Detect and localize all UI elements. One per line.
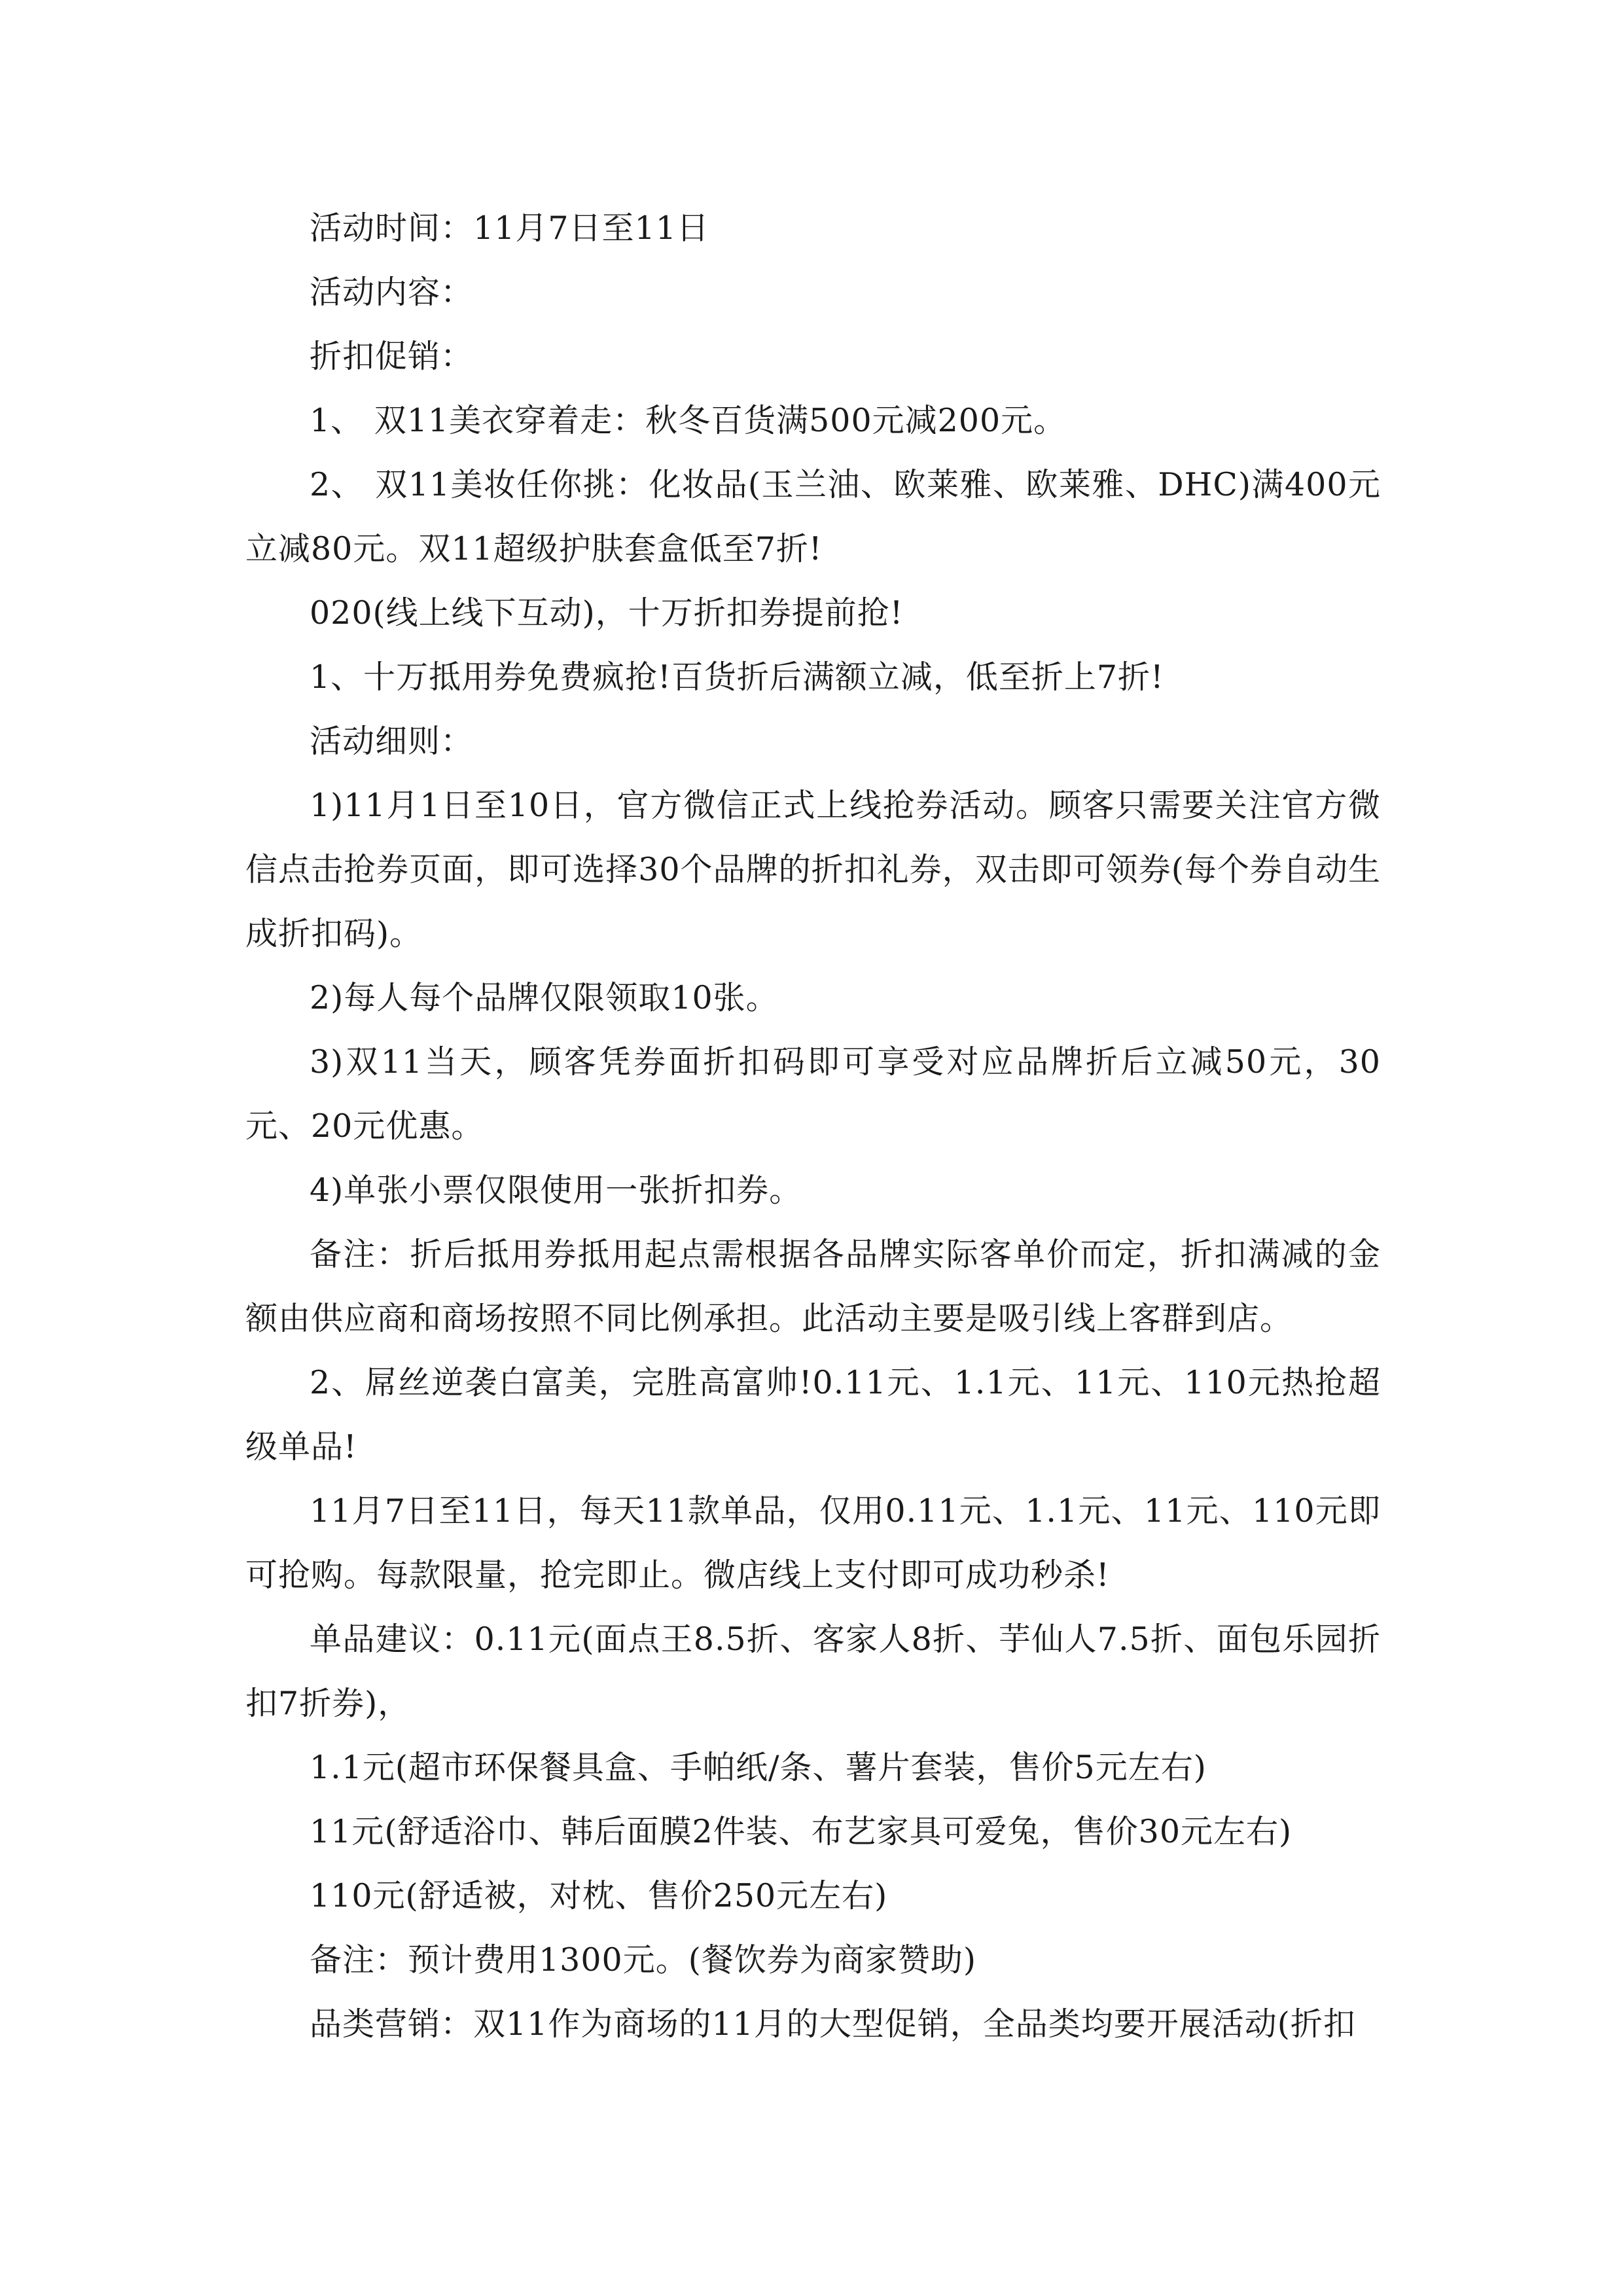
paragraph-price-1-1: 1.1元(超市环保餐具盒、手帕纸/条、薯片套装，售价5元左右) xyxy=(310,1749,1207,1786)
paragraph-item-cosmetics: 2、 双11美妆任你挑：化妆品(玉兰油、欧莱雅、欧莱雅、DHC)满400元立减80元。双11超级护肤套盒低至7折! xyxy=(245,466,1381,567)
paragraph-activity-content: 活动内容： xyxy=(310,274,474,311)
paragraph-rule-3: 3)双11当天，顾客凭券面折扣码即可享受对应品牌折后立减50元，30元、20元优惠。 xyxy=(245,1043,1381,1145)
paragraph-rules-heading: 活动细则： xyxy=(310,723,474,760)
paragraph-suggestion: 单品建议：0.11元(面点王8.5折、客家人8折、芋仙人7.5折、面包乐园折扣7折券)， xyxy=(245,1621,1381,1722)
paragraph-item-clothing: 1、 双11美衣穿着走：秋冬百货满500元减200元。 xyxy=(310,402,1067,439)
paragraph-note-2: 备注：预计费用1300元。(餐饮券为商家赞助) xyxy=(310,1941,976,1979)
paragraph-flash-sale-detail: 11月7日至11日，每天11款单品，仅用0.11元、1.1元、11元、110元即可抢购。每款限量，抢完即止。微店线上支付即可成功秒杀! xyxy=(245,1492,1381,1594)
paragraph-activity-time: 活动时间：11月7日至11日 xyxy=(310,209,709,247)
paragraph-coupon-grab: 1、十万抵用券免费疯抢!百货折后满额立减，低至折上7折! xyxy=(310,658,1164,696)
paragraph-discount-heading: 折扣促销： xyxy=(310,338,474,375)
document-body xyxy=(245,196,1381,2056)
paragraph-price-11: 11元(舒适浴巾、韩后面膜2件装、布艺家具可爱兔，售价30元左右) xyxy=(310,1813,1293,1850)
paragraph-rule-1: 1)11月1日至10日，官方微信正式上线抢券活动。顾客只需要关注官方微信点击抢券页面，即可选择30个品牌的折扣礼券，双击即可领券(每个券自动生成折扣码)。 xyxy=(245,787,1381,952)
paragraph-o2o-heading: 020(线上线下互动)，十万折扣券提前抢! xyxy=(310,594,904,632)
paragraph-rule-4: 4)单张小票仅限使用一张折扣券。 xyxy=(310,1172,802,1209)
paragraph-price-110: 110元(舒适被，对枕、售价250元左右) xyxy=(310,1877,888,1914)
paragraph-note-1: 备注：折后抵用券抵用起点需根据各品牌实际客单价而定，折扣满减的金额由供应商和商场按照不同比例承担。此活动主要是吸引线上客群到店。 xyxy=(245,1236,1381,1337)
paragraph-category-marketing: 品类营销：双11作为商场的11月的大型促销，全品类均要开展活动(折扣 xyxy=(310,2005,1356,2043)
paragraph-rule-2: 2)每人每个品牌仅限领取10张。 xyxy=(310,979,779,1016)
paragraph-flash-sale: 2、屌丝逆袭白富美，完胜高富帅!0.11元、1.1元、11元、110元热抢超级单品! xyxy=(245,1364,1381,1465)
